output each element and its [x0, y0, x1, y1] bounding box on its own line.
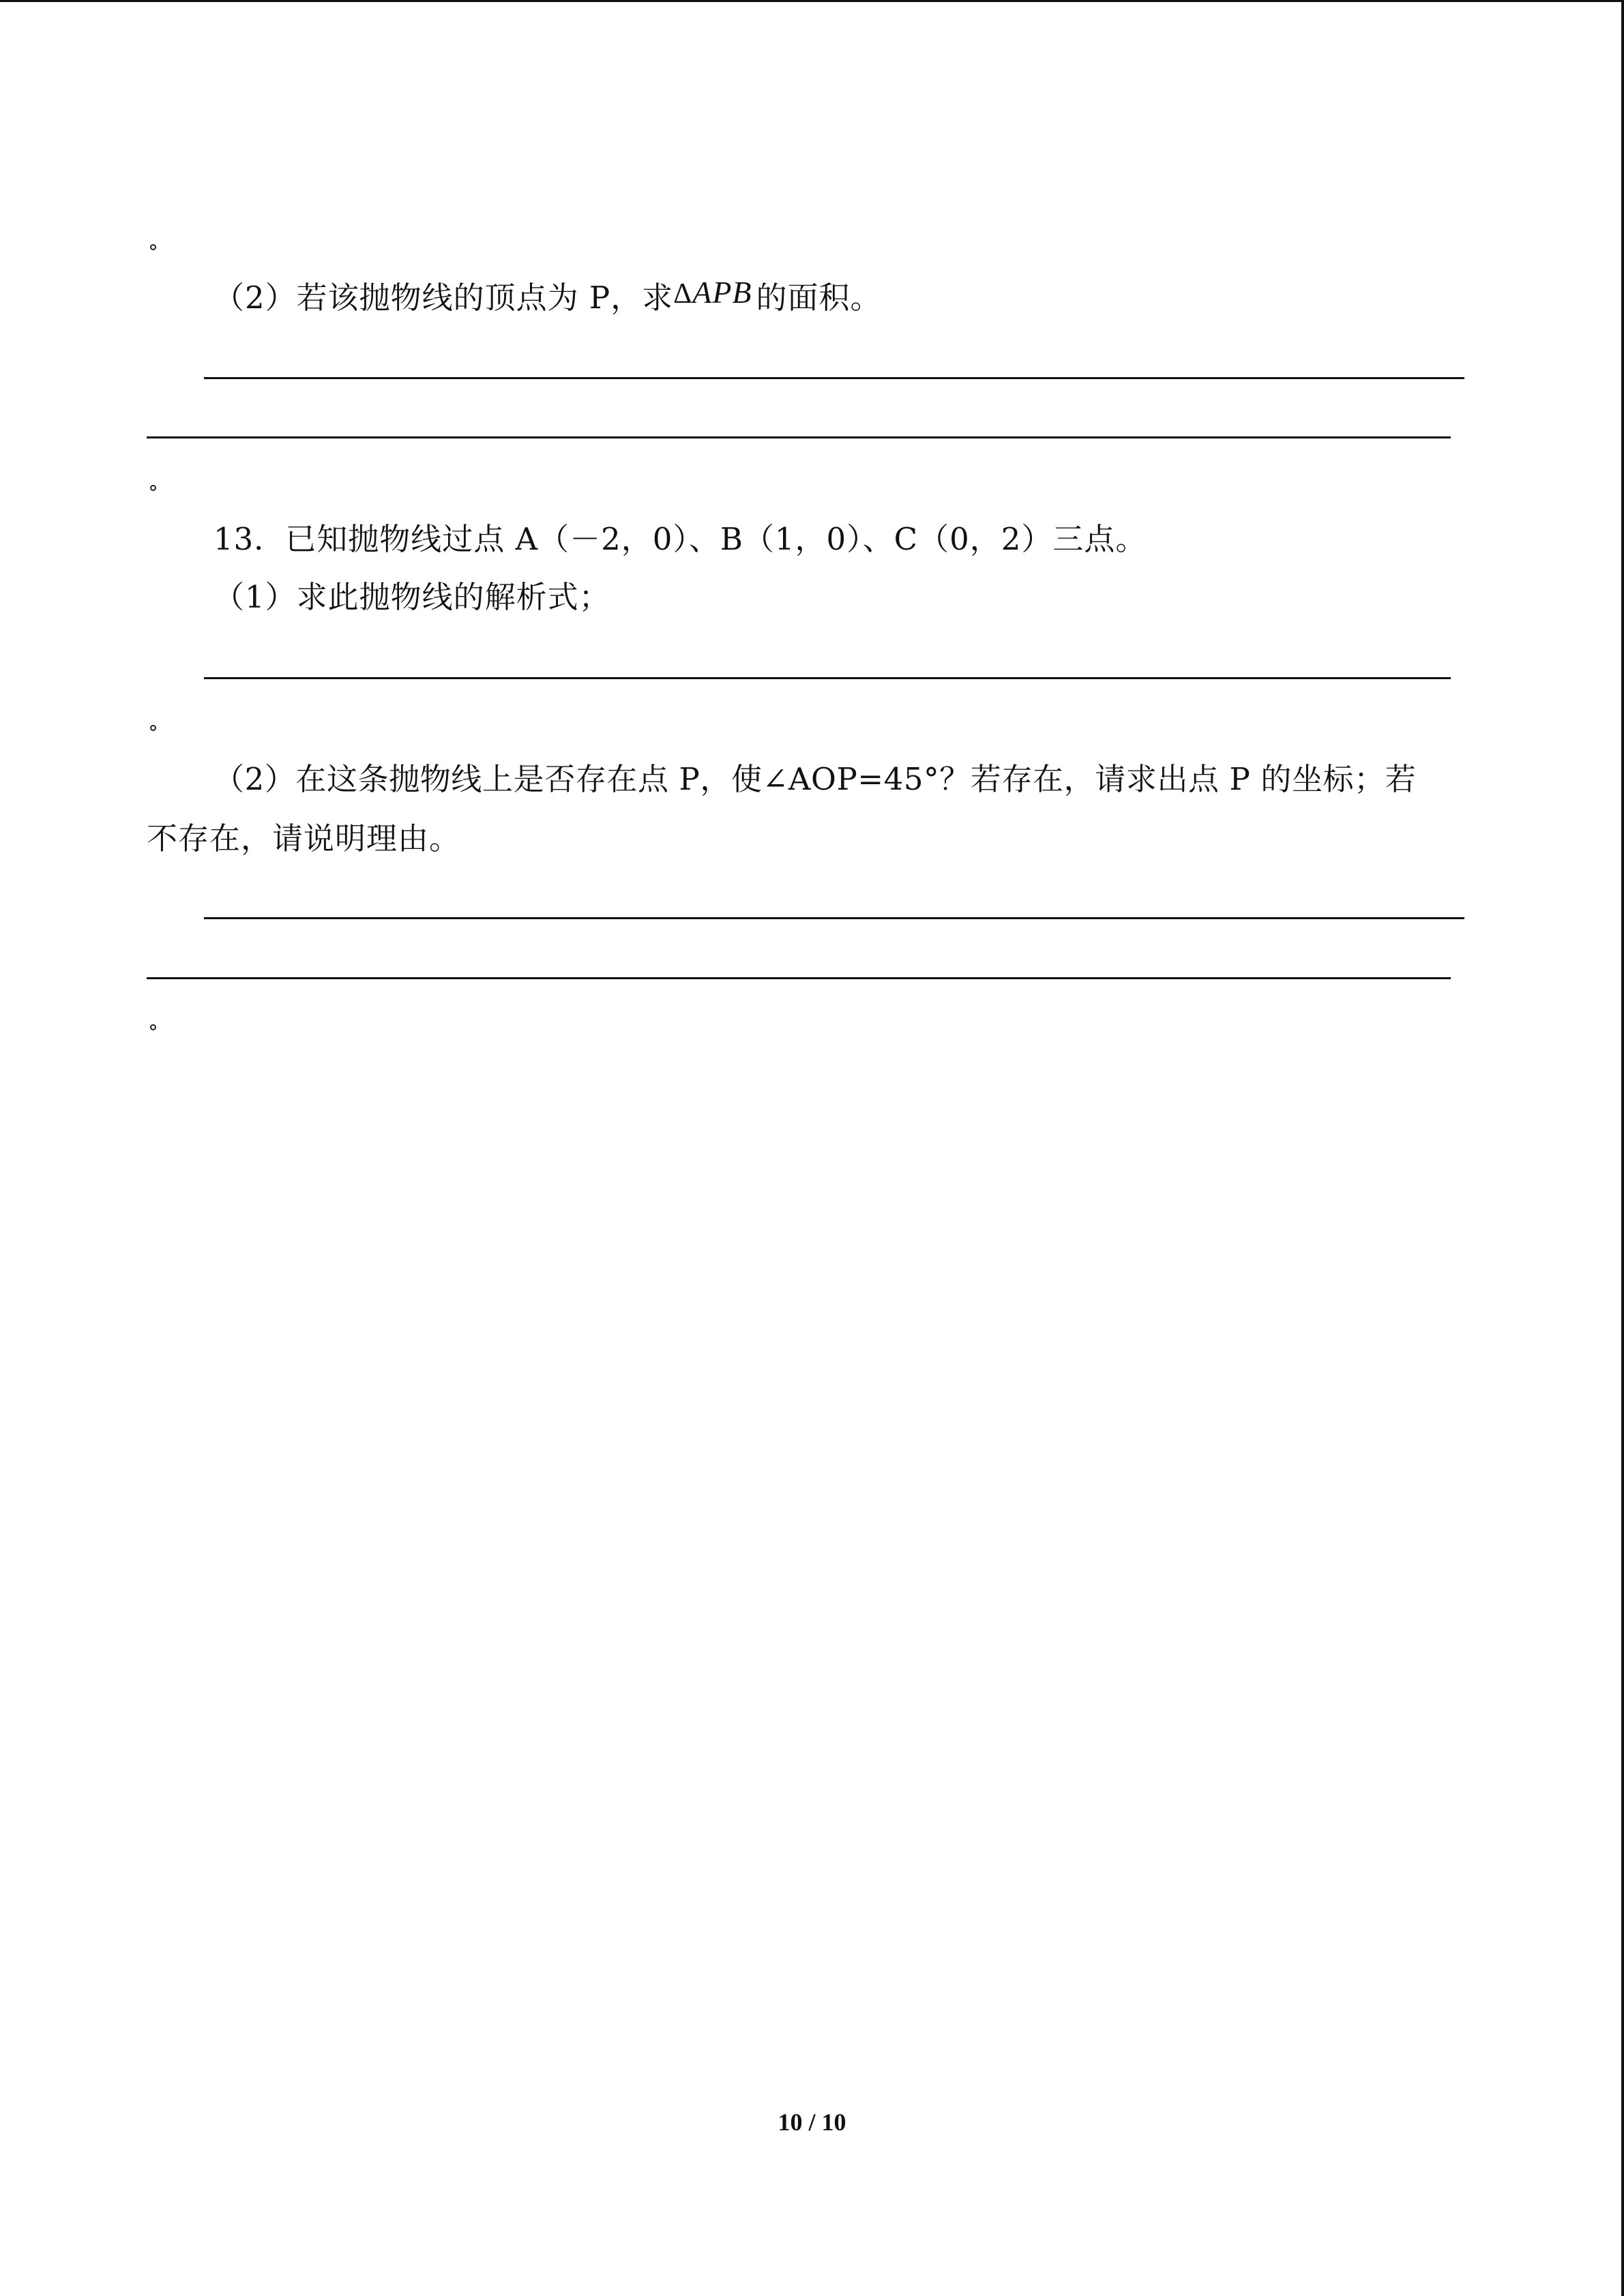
answer-blank-line[interactable]	[204, 917, 1464, 919]
end-period-mark	[150, 485, 156, 491]
q12-part2-prefix: （2）若该抛物线的顶点为 P，求	[213, 280, 674, 316]
q13-part2-line1: （2）在这条抛物线上是否存在点 P，使∠AOP=45°？若存在，请求出点 P 的坐标；若	[213, 761, 1417, 797]
q13-stem: 13．已知抛物线过点 A（－2，0）、B（1，0）、C（0，2）三点。	[213, 521, 1147, 557]
answer-blank-line[interactable]	[204, 677, 1451, 679]
q12-part2-suffix: 的面积。	[756, 280, 882, 316]
answer-blank-line[interactable]	[204, 377, 1464, 379]
page-number: 10 / 10	[778, 2108, 846, 2136]
q13-part2-line2: 不存在，请说明理由。	[147, 820, 461, 856]
end-period-mark	[150, 725, 156, 731]
answer-blank-line[interactable]	[147, 436, 1451, 438]
q13-part1: （1）求此抛物线的解析式；	[213, 579, 610, 615]
triangle-symbol: Δ	[673, 278, 693, 310]
answer-blank-line[interactable]	[147, 977, 1451, 979]
triangle-name: APB	[692, 275, 752, 310]
end-period-mark	[150, 244, 156, 250]
q12-part2-text	[213, 275, 882, 320]
end-period-mark	[150, 1024, 156, 1030]
